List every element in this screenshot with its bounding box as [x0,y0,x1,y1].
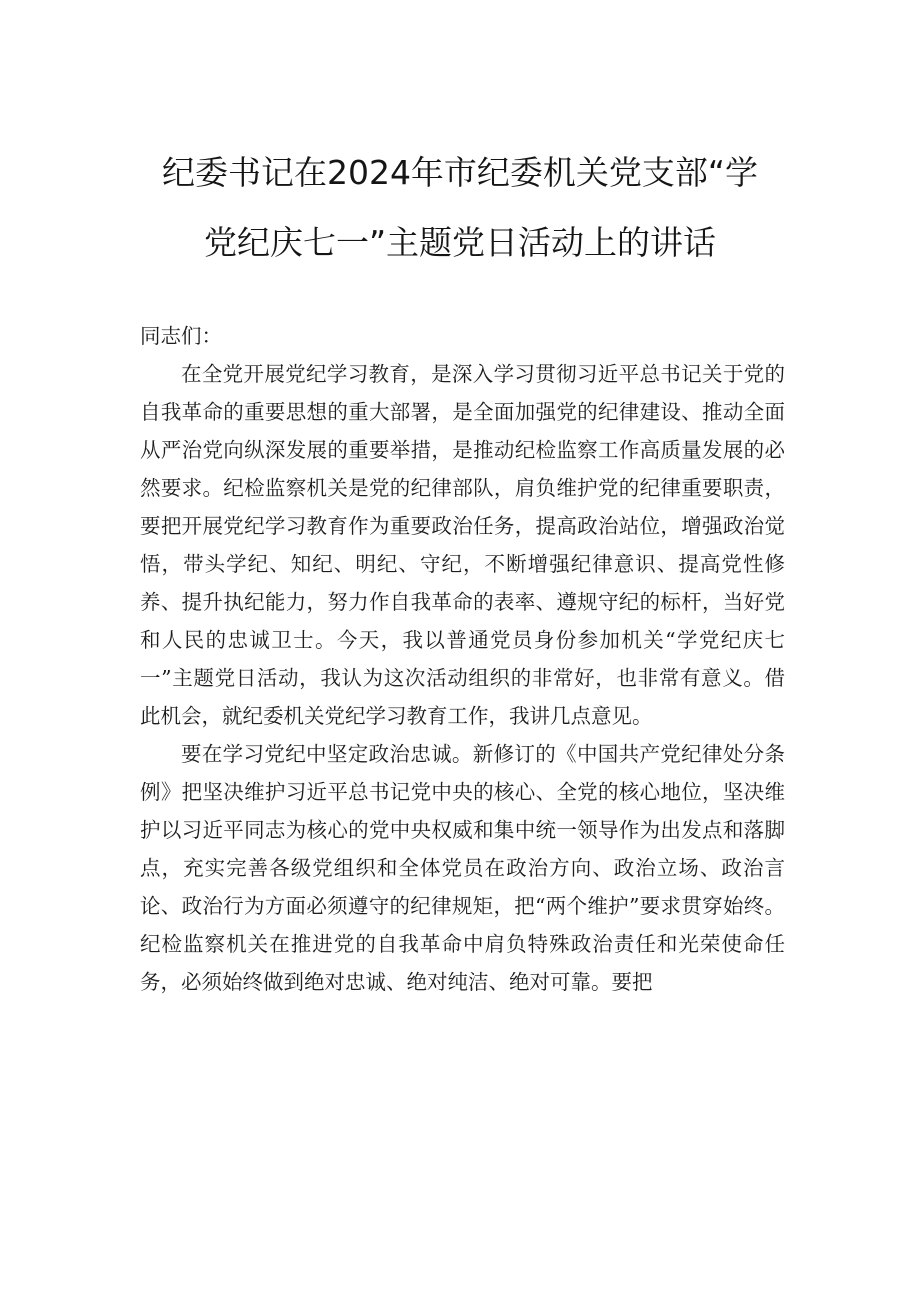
paragraph-political-loyalty: 要在学习党纪中坚定政治忠诚。新修订的《中国共产党纪律处分条例》把坚决维护习近平总书记党中央的核心、全党的核心地位，坚决维护以习近平同志为核心的党中央权威和集中统一领导作为出发点和落脚点，充实完善各级党组织和全体党员在政治方向、政治立场、政治言论、政治行为方面必须遵守的纪律规矩，把“两个维护”要求贯穿始终。纪检监察机关在推进党的自我革命中肩负特殊政治责任和光荣使命任务，必须始终做到绝对忠诚、绝对纯洁、绝对可靠。要把 [140,742,785,994]
document-body [140,317,785,1001]
document-title [100,138,820,278]
title-line-1: 纪委书记在2024年市纪委机关党支部“学 [161,153,759,192]
title-line-2: 党纪庆七一”主题党日活动上的讲话 [203,223,717,262]
paragraph-intro: 在全党开展党纪学习教育，是深入学习贯彻习近平总书记关于党的自我革命的重要思想的重大部署，是全面加强党的纪律建设、推动全面从严治党向纵深发展的重要举措，是推动纪检监察工作高质量发展的必然要求。纪检监察机关是党的纪律部队，肩负维护党的纪律重要职责，要把开展党纪学习教育作为重要政治任务，提高政治站位，增强政治觉悟，带头学纪、知纪、明纪、守纪，不断增强纪律意识、提高党性修养、提升执纪能力，努力作自我革命的表率、遵规守纪的标杆，当好党和人民的忠诚卫士。今天，我以普通党员身份参加机关“学党纪庆七一”主题党日活动，我认为这次活动组织的非常好，也非常有意义。借此机会，就纪委机关党纪学习教育工作，我讲几点意见。 [140,362,785,728]
salutation: 同志们： [140,324,222,348]
